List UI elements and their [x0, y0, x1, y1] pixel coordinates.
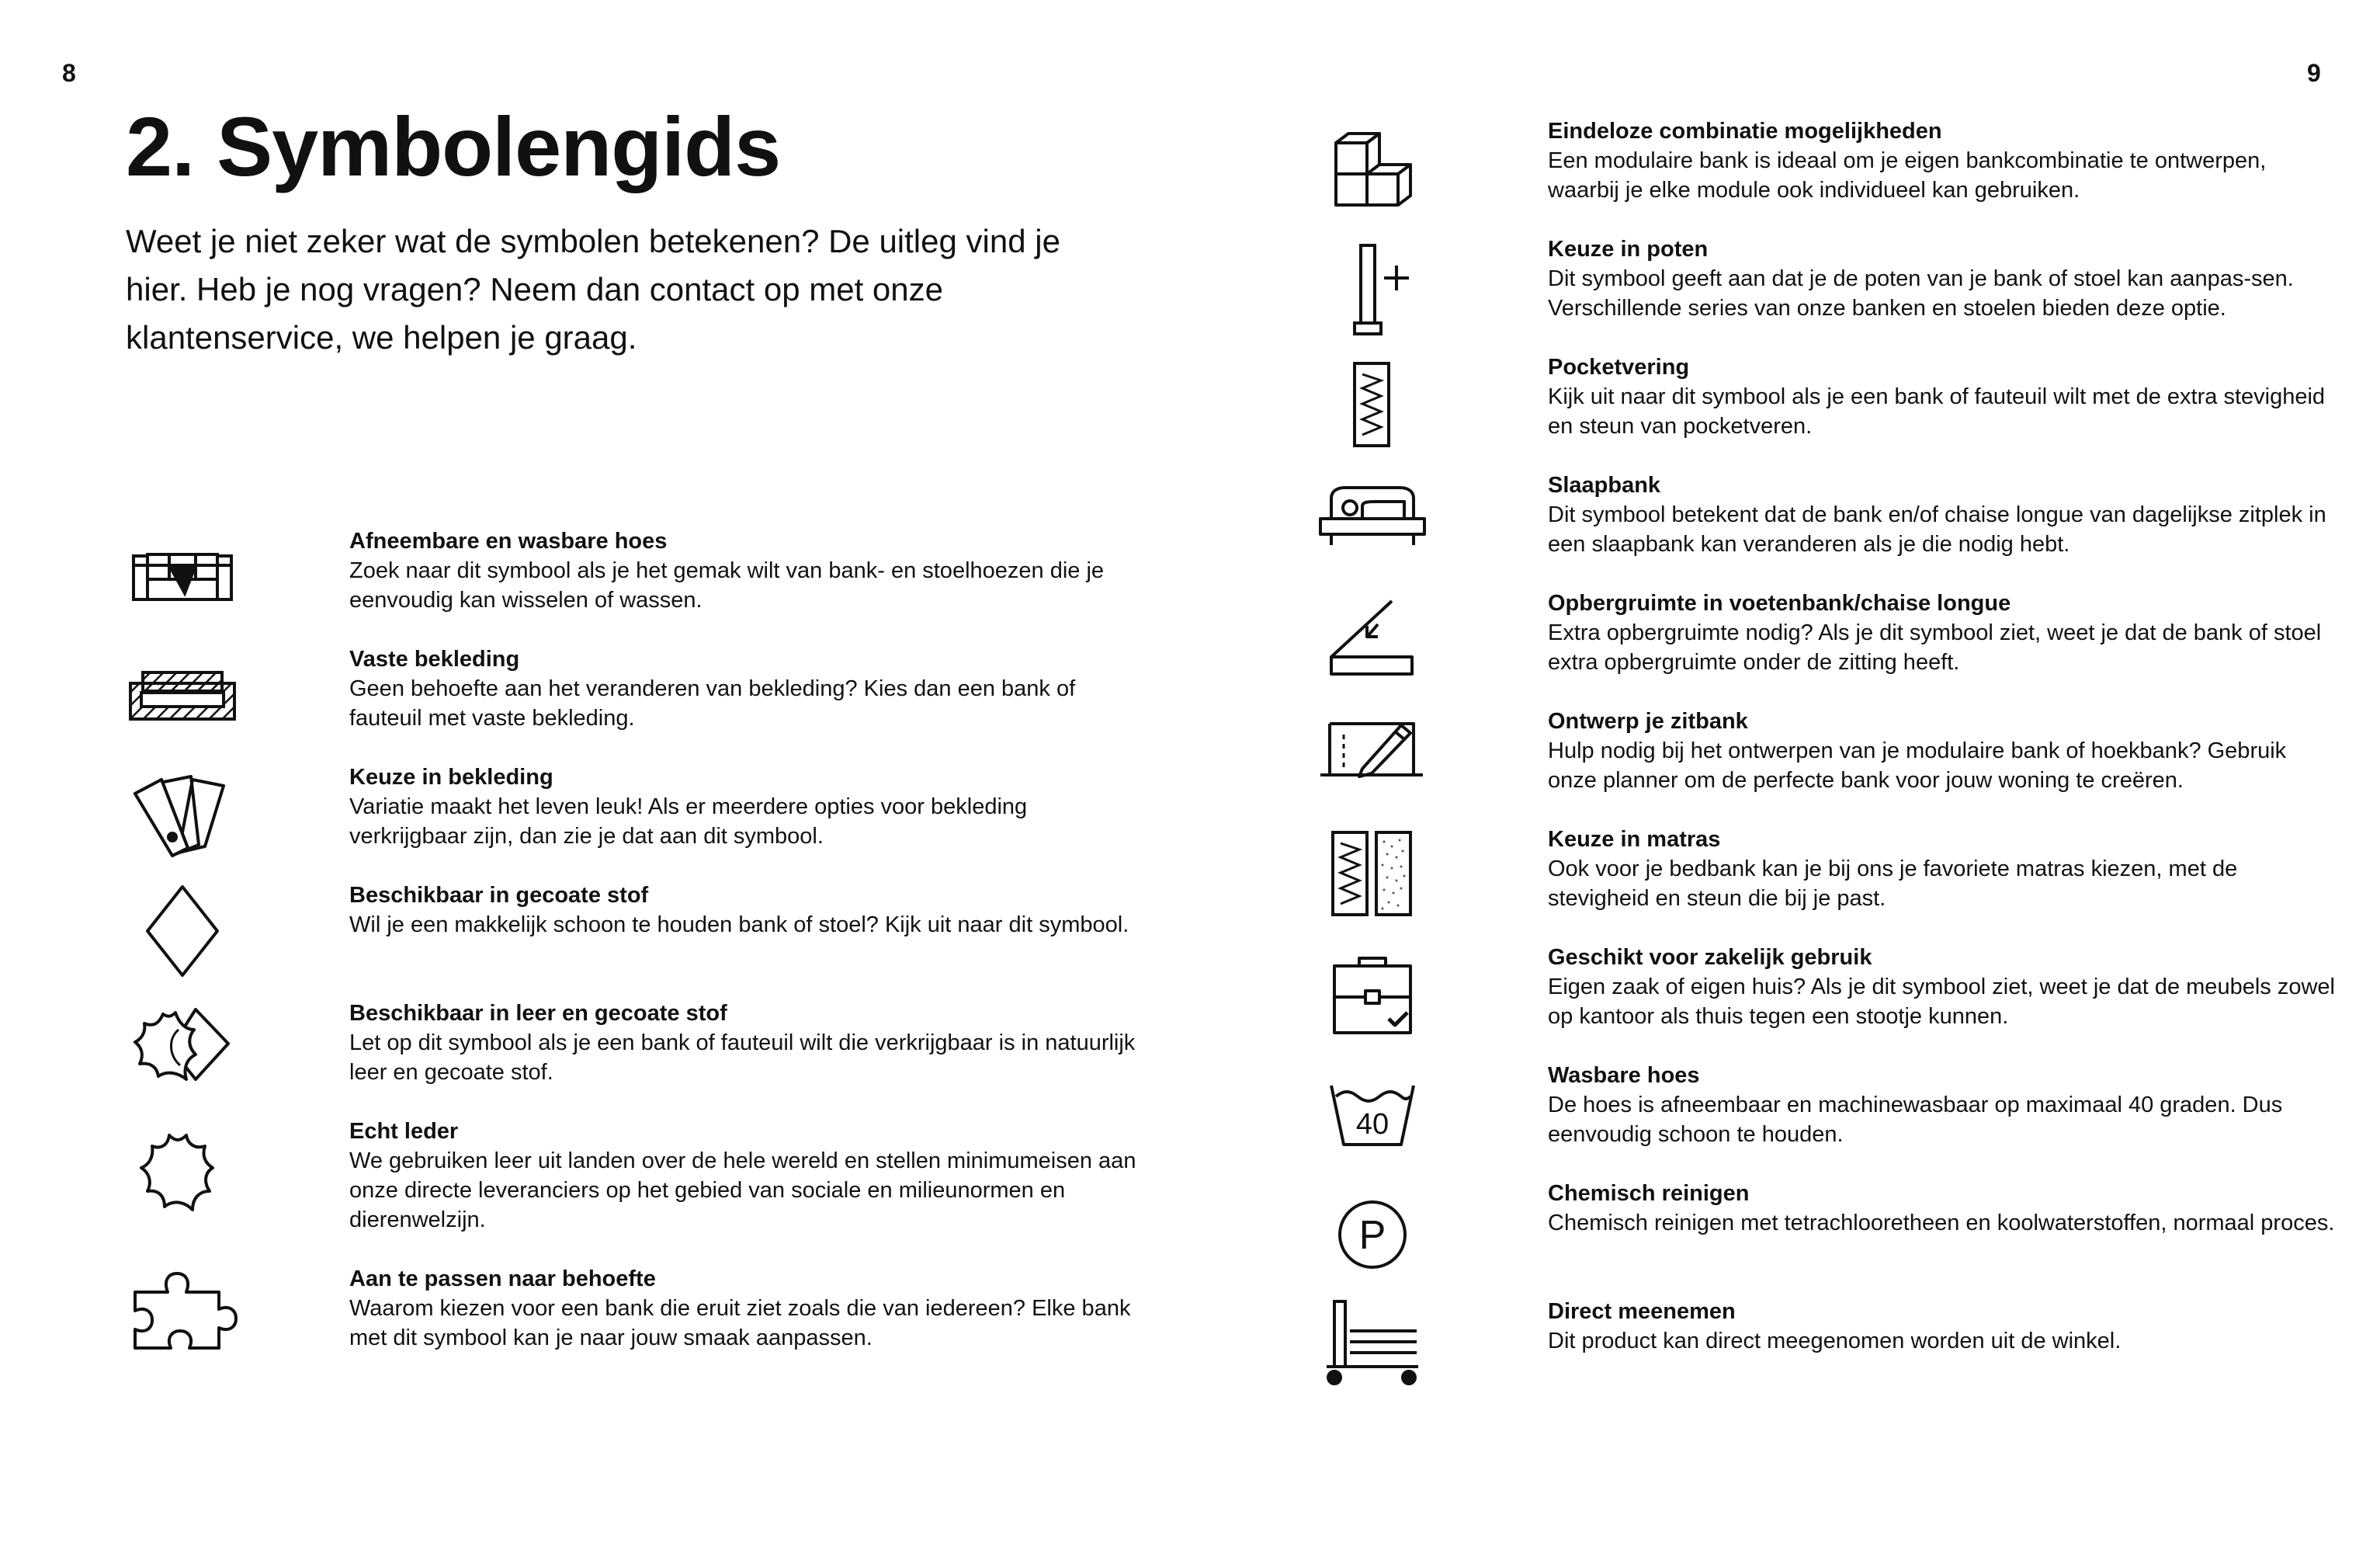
entry-description: Ook voor je bedbank kan je bij ons je favoriete matras kiezen, met de stevigheid en steun die bij je past.: [1548, 856, 2238, 911]
symbol-entry: [1190, 1297, 2380, 1415]
symbol-entry: [1190, 825, 2380, 943]
entry-description: Kijk uit naar dit symbool als je een bank of fauteuil wilt met de extra stevigheid en steun van pocketveren.: [1548, 384, 2326, 439]
sofa-bed-icon: [1314, 471, 1431, 572]
entry-description: We gebruiken leer uit landen over de hele wereld en stellen minimumeisen aan onze directe leveranciers op het gebied van sociale en milieunormen en dierenwelzijn.: [349, 1148, 1136, 1232]
fixed-upholstery-icon: [124, 644, 241, 745]
symbol-entry: [0, 526, 1190, 644]
entry-description: Dit symbool betekent dat de bank en/of chaise longue van dagelijkse zitplek in een slaapbank kan veranderen als je die nodig hebt.: [1548, 502, 2326, 557]
entry-title: Ontwerp je zitbank: [1548, 709, 1748, 734]
symbol-list-left: [0, 526, 1190, 1382]
diamond-icon: [124, 881, 241, 981]
wash-40-icon: [1314, 1068, 1431, 1169]
entry-title: Geschikt voor zakelijk gebruik: [1548, 945, 1872, 970]
symbol-list-right: [1190, 116, 2380, 1415]
entry-title: Opbergruimte in voetenbank/chaise longue: [1548, 591, 2011, 616]
entry-title: Direct meenemen: [1548, 1299, 1736, 1324]
symbol-entry: [0, 1264, 1190, 1382]
page-number-right: 9: [2307, 59, 2321, 87]
trolley-icon: [1314, 1292, 1431, 1393]
entry-description: Waarom kiezen voor een bank die eruit ziet zoals die van iedereen? Elke bank met dit symbool kan je naar jouw smaak aanpassen.: [349, 1296, 1131, 1350]
entry-title: Pocketvering: [1548, 355, 1690, 380]
symbol-entry: [1190, 116, 2380, 235]
planner-icon: [1314, 707, 1431, 808]
dry-clean-letter: P: [1358, 1213, 1386, 1258]
entry-title: Beschikbaar in leer en gecoate stof: [349, 1001, 727, 1026]
page-title: 2. Symbolengids: [126, 99, 781, 193]
entry-description: Chemisch reinigen met tetrachlooretheen en koolwaterstoffen, normaal proces.: [1548, 1211, 2335, 1235]
leather-hide-icon: [124, 1124, 241, 1225]
fabric-swatch-icon: [124, 763, 241, 863]
dry-clean-icon: [1314, 1186, 1431, 1287]
leg-plus-icon: [1314, 239, 1431, 340]
symbol-entry: [1190, 943, 2380, 1061]
symbol-entry: [1190, 471, 2380, 589]
symbol-entry: [0, 644, 1190, 763]
symbol-entry: [0, 999, 1190, 1117]
entry-description: Extra opbergruimte nodig? Als je dit symbool ziet, weet je dat de bank of stoel extra opbergruimte onder de zitting heeft.: [1548, 620, 2322, 675]
entry-description: Eigen zaak of eigen huis? Als je dit symbool ziet, weet je dat de meubels zowel op kantoor als thuis tegen een stootje kunnen.: [1548, 975, 2335, 1029]
briefcase-icon: [1314, 947, 1431, 1048]
symbol-entry: [1190, 1061, 2380, 1179]
entry-description: Variatie maakt het leven leuk! Als er meerdere opties voor bekleding verkrijgbaar zijn, dan zie je dat aan dit symbool.: [349, 794, 1028, 849]
wash-temperature: 40: [1355, 1108, 1389, 1141]
entry-description: Dit symbool geeft aan dat je de poten van je bank of stoel kan aanpas-sen. Verschillende series van onze banken en stoelen bieden deze optie.: [1548, 266, 2294, 321]
entry-title: Keuze in poten: [1548, 237, 1709, 262]
entry-title: Aan te passen naar behoefte: [349, 1266, 656, 1291]
symbol-entry: [1190, 353, 2380, 471]
symbol-entry: [0, 881, 1190, 999]
entry-title: Echt leder: [349, 1119, 459, 1144]
entry-title: Afneembare en wasbare hoes: [349, 529, 668, 554]
storage-icon: [1314, 593, 1431, 694]
entry-title: Slaapbank: [1548, 473, 1661, 498]
symbol-entry: [0, 1117, 1190, 1235]
entry-description: Zoek naar dit symbool als je het gemak wilt van bank- en stoelhoezen die je eenvoudig kan wisselen of wassen.: [349, 558, 1105, 613]
entry-title: Beschikbaar in gecoate stof: [349, 883, 649, 908]
pocket-spring-icon: [1314, 357, 1431, 458]
entry-description: Hulp nodig bij het ontwerpen van je modulaire bank of hoekbank? Gebruik onze planner om de perfecte bank voor jouw woning te creëren.: [1548, 738, 2287, 793]
entry-title: Wasbare hoes: [1548, 1063, 1700, 1088]
puzzle-icon: [124, 1264, 241, 1365]
entry-title: Eindeloze combinatie mogelijkheden: [1548, 119, 1942, 144]
symbol-entry: [1190, 235, 2380, 353]
removable-cover-icon: [124, 526, 241, 627]
entry-title: Keuze in bekleding: [349, 765, 553, 790]
entry-description: Let op dit symbool als je een bank of fauteuil wilt die verkrijgbaar is in natuurlijk leer en gecoate stof.: [349, 1030, 1136, 1085]
symbol-entry: [1190, 707, 2380, 825]
symbol-entry: [0, 763, 1190, 881]
entry-description: Een modulaire bank is ideaal om je eigen bankcombinatie te ontwerpen, waarbij je elke module ook individueel kan gebruiken.: [1548, 148, 2267, 203]
entry-title: Chemisch reinigen: [1548, 1181, 1750, 1206]
symbol-entry: [1190, 589, 2380, 707]
intro-paragraph: Weet je niet zeker wat de symbolen betekenen? De uitleg vind je hier. Heb je nog vragen? Neem dan contact op met onze klantenservice, we helpen je graag.: [126, 223, 1060, 356]
symbol-entry: [1190, 1179, 2380, 1297]
entry-title: Vaste bekleding: [349, 647, 520, 672]
entry-description: Wil je een makkelijk schoon te houden bank of stoel? Kijk uit naar dit symbool.: [349, 912, 1129, 937]
modules-icon: [1314, 124, 1431, 225]
entry-description: Dit product kan direct meegenomen worden uit de winkel.: [1548, 1329, 2122, 1353]
page-number-left: 8: [62, 59, 76, 87]
entry-description: Geen behoefte aan het veranderen van bekleding? Kies dan een bank of fauteuil met vaste bekleding.: [349, 676, 1076, 731]
mattress-icon: [1314, 822, 1431, 922]
entry-description: De hoes is afneembaar en machinewasbaar op maximaal 40 graden. Dus eenvoudig schoon te houden.: [1548, 1093, 2283, 1147]
entry-title: Keuze in matras: [1548, 827, 1721, 852]
leather-coated-icon: [124, 999, 241, 1100]
